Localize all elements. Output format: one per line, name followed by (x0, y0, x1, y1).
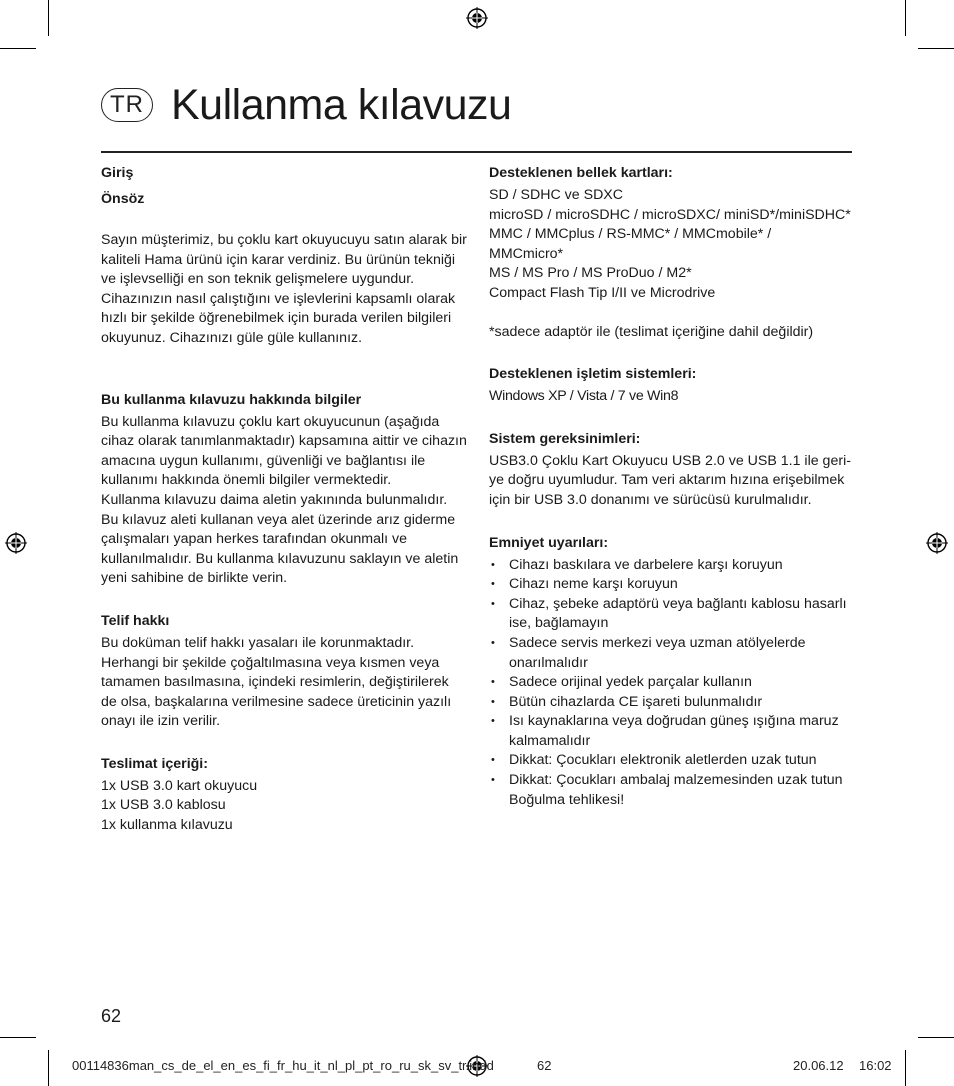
text-line: Bu doküman telif hakkı yasaları ile korunmaktadır. (101, 634, 415, 651)
text-line: • Cihazı baskılara ve darbelere karşı koruyun (509, 556, 783, 573)
text-line: onarılmalıdır (509, 654, 588, 671)
list-item (489, 634, 854, 673)
text-line: Kullanma kılavuzu daima aletin yakınında bulunmalıdır. (101, 491, 448, 508)
list-item: 1x USB 3.0 kart okuyucu (101, 777, 258, 794)
text-line: kalmamalıdır (509, 732, 591, 749)
text-line: Cihazınızın nasıl çalıştığını ve işlevlerini kapsamlı olarak (101, 290, 456, 307)
text-line: tamamen basılmasına, içindeki resimlerin, değiştirilerek (101, 674, 449, 691)
page-header (101, 80, 511, 130)
text-line: Bu kullanma kılavuzu çoklu kart okuyucunun (aşağıda (101, 413, 440, 430)
crop-mark (905, 1050, 906, 1086)
os-text: Windows XP / Vista / 7 ve Win8 (489, 388, 679, 405)
text-line: Herhangi bir şekilde çoğaltılmasına veya kısmen veya (101, 654, 440, 671)
about-heading: Bu kullanma kılavuzu hakkında bilgiler (101, 391, 362, 408)
text-line: • Isı kaynaklarına veya doğrudan güneş ışığına maruz (509, 713, 839, 730)
text-line: Sayın müşterimiz, bu çoklu kart okuyucuyu satın alarak bir (101, 232, 467, 248)
text-line: kullanımı hakkında önemli bilgiler vermektedir. (101, 472, 392, 489)
list-item (489, 751, 854, 771)
text-line: hızlı bir şekilde öğrenebilmek için burada verilen bilgileri (101, 310, 452, 327)
crop-mark (48, 0, 49, 36)
text-line: için bir USB 3.0 donanımı ve sürücüsü kurulmalıdır. (489, 491, 812, 508)
text-line: • Cihazı neme karşı koruyun (509, 576, 678, 593)
text-line: • Sadece servis merkezi veya uzman atölyelerde (509, 634, 806, 651)
crop-mark (918, 48, 954, 49)
text-line: cihaz olarak tanımlanmaktadır) kapsamına aittir ve cihazın (101, 433, 467, 450)
text-line: MS / MS Pro / MS ProDuo / M2* (489, 265, 692, 282)
language-badge: TR (101, 88, 153, 122)
registration-mark-icon (5, 532, 27, 554)
slug-filename: 00114836man_cs_de_el_en_es_fi_fr_hu_it_nl_pl_pt_ro_ru_sk_sv_tr.indd (72, 1058, 494, 1073)
text-line: ise, bağlamayın (509, 615, 609, 632)
page-number: 62 (101, 1006, 122, 1026)
text-line: • Cihaz, şebeke adaptörü veya bağlantı kablosu hasarlı (509, 595, 847, 612)
list-item (489, 693, 854, 713)
list-item (489, 673, 854, 693)
list-item (489, 771, 854, 810)
text-line: kullanılmalıdır. Bu kullanma kılavuzunu saklayın ve aletin (101, 550, 459, 567)
list-item: 1x USB 3.0 kablosu (101, 797, 226, 814)
about-paragraph (101, 413, 473, 589)
text-line: onayı ile izin verilir. (101, 713, 221, 730)
delivery-heading: Teslimat içeriği: (101, 755, 208, 772)
slug-date: 20.06.12 (793, 1058, 844, 1073)
text-line: • Bütün cihazlarda CE işareti bulunmalıdır (509, 693, 763, 710)
text-line: • Dikkat: Çocukları ambalaj malzemesinden uzak tutun (509, 772, 843, 789)
page-title: Kullanma kılavuzu (171, 80, 512, 129)
text-line: MMCmicro* (489, 245, 564, 262)
crop-mark (0, 1037, 36, 1038)
text-line: microSD / microSDHC / microSDXC/ miniSD*/miniSDHC* (489, 206, 851, 223)
text-line: okuyunuz. Cihazınızı güle güle kullanınız. (101, 329, 363, 346)
header-rule (101, 151, 852, 153)
requirements-paragraph (489, 452, 854, 511)
list-item: 1x kullanma kılavuzu (101, 817, 233, 834)
os-heading: Desteklenen işletim sistemleri: (489, 366, 697, 383)
cards-heading: Desteklenen bellek kartları: (489, 165, 673, 181)
crop-mark (0, 48, 36, 49)
preface-heading: Önsöz (101, 191, 145, 207)
copyright-paragraph (101, 634, 473, 732)
safety-heading: Emniyet uyarıları: (489, 534, 609, 551)
text-line: • Sadece orijinal yedek parçalar kullanın (509, 674, 752, 691)
text-line: ye doğru uyumludur. Tam veri aktarım hızına erişebilmek (489, 472, 845, 489)
crop-mark (48, 1050, 49, 1086)
text-line: amacına uygun kullanımı, güvenliği ve bağlantısı ile (101, 452, 426, 469)
list-item (489, 595, 854, 634)
text-line: MMC / MMCplus / RS-MMC* / MMCmobile* / (489, 226, 772, 243)
text-line: kaliteli Hama ürünü için karar verdiniz. Bu ürünün tekniği (101, 251, 456, 268)
crop-mark (918, 1037, 954, 1038)
cards-list (489, 186, 854, 304)
requirements-heading: Sistem gereksinimleri: (489, 430, 641, 447)
text-line: SD / SDHC ve SDXC (489, 187, 624, 203)
text-line: Boğulma tehlikesi! (509, 791, 625, 808)
list-item (489, 575, 854, 595)
text-line: ve işlevselliği en son teknik gelişmelere uygundur. (101, 271, 415, 288)
right-column (489, 160, 854, 810)
adapter-note: *sadece adaptör ile (teslimat içeriğine dahil değildir) (489, 323, 814, 340)
list-item (489, 712, 854, 751)
left-column (101, 160, 473, 836)
text-line: USB3.0 Çoklu Kart Okuyucu USB 2.0 ve USB 1.1 ile geri- (489, 452, 851, 469)
text-line: yeni sahibine de birlikte verin. (101, 570, 288, 587)
registration-mark-icon (926, 532, 948, 554)
safety-list (489, 556, 854, 811)
text-line: Compact Flash Tip I/II ve Microdrive (489, 284, 716, 301)
slug-page: 62 (537, 1058, 552, 1073)
crop-mark (905, 0, 906, 36)
text-line: çalışmaları yapan herkes tarafından okunmalı ve (101, 531, 407, 548)
intro-heading: Giriş (101, 165, 134, 181)
delivery-list (101, 777, 473, 836)
registration-mark-icon (466, 7, 488, 29)
text-line: • Dikkat: Çocukları elektronik aletlerden uzak tutun (509, 752, 817, 769)
list-item (489, 556, 854, 576)
text-line: de olsa, başkalarına verilmesine sadece üreticinin yazılı (101, 693, 452, 710)
slug-time: 16:02 (859, 1058, 892, 1073)
text-line: Bu kılavuz aleti kullanan veya alet üzerinde arız giderme (101, 511, 456, 528)
copyright-heading: Telif hakkı (101, 612, 170, 629)
